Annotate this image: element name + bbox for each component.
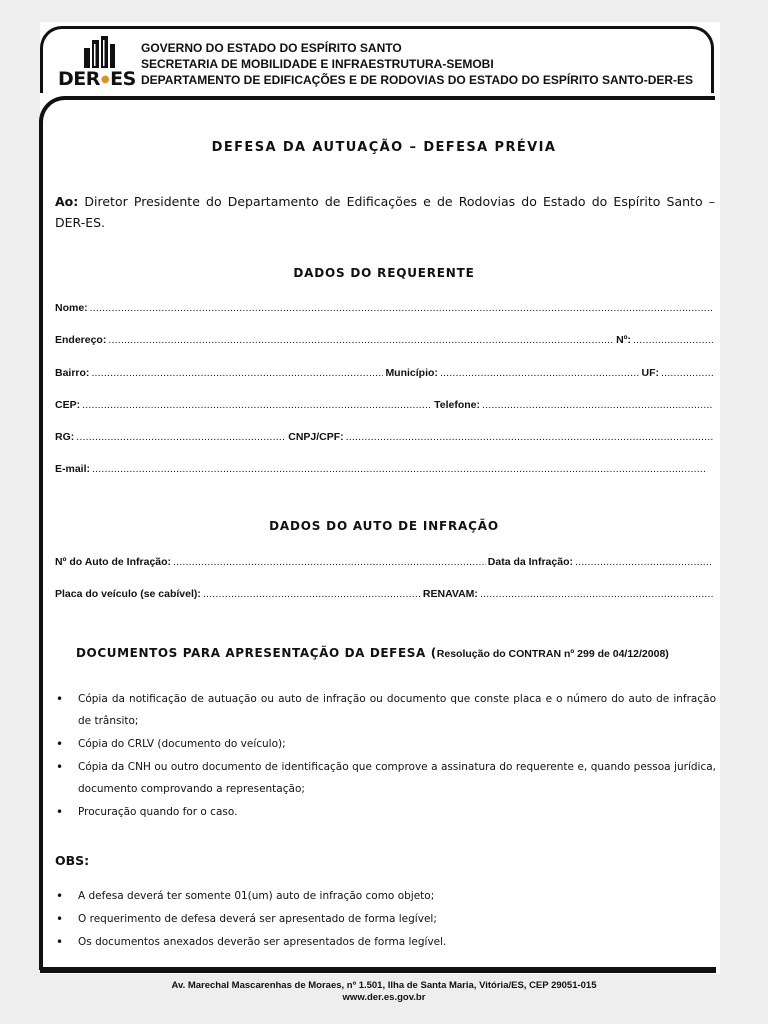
bullet-icon: • [56,912,64,926]
section-title-requerente: DADOS DO REQUERENTE [293,266,475,280]
bullet-icon: • [56,805,64,819]
field-label-municipio: Município: [385,367,438,379]
document-item-text: Cópia do CRLV (documento do veículo); [78,738,286,750]
list-item [56,756,716,800]
field-line-nome[interactable] [90,302,713,314]
field-label-uf: UF: [641,367,659,379]
field-label-nome: Nome: [55,302,88,314]
field-label-renavam: RENAVAM: [422,588,478,600]
list-item [56,688,716,732]
bullet-icon: • [56,692,64,706]
header-line-department: DEPARTAMENTO DE EDIFICAÇÕES E DE RODOVIAS DO ESTADO DO ESPÍRITO SANTO-DER-ES [141,73,694,87]
footer-address: Av. Marechal Mascarenhas de Moraes, nº 1.501, Ilha de Santa Maria, Vitória/ES, CEP 29051-015 [171,980,597,991]
building-icon [82,36,116,68]
bullet-icon: • [56,760,64,774]
field-row-endereco[interactable] [55,334,715,346]
header-line-secretariat: SECRETARIA DE MOBILIDADE E INFRAESTRUTURA-SEMOBI [141,57,494,71]
logo-wordmark: DER●ES [58,68,136,90]
header-line-government: GOVERNO DO ESTADO DO ESPÍRITO SANTO [141,41,402,55]
field-line-cnpj[interactable] [346,431,713,443]
field-row-placa[interactable] [55,588,715,600]
bullet-icon: • [56,935,64,949]
documentos-paren: ( [430,646,437,660]
section-title-auto: DADOS DO AUTO DE INFRAÇÃO [269,519,499,533]
list-item [56,885,716,907]
field-label-numero: Nº: [616,334,631,346]
section-title-documentos [76,646,669,660]
field-label-rg: RG: [55,431,75,443]
addressee-paragraph [55,191,715,233]
addressee-label: Ao: [55,194,79,209]
field-line-uf[interactable] [661,367,713,379]
bottom-rule [40,967,716,973]
field-line-renavam[interactable] [480,588,713,600]
field-label-bairro: Bairro: [55,367,90,379]
field-line-auto-numero[interactable] [173,556,486,568]
bullet-icon: • [56,737,64,751]
obs-item-text: A defesa deverá ter somente 01(um) auto de infração como objeto; [78,890,435,902]
field-line-endereco[interactable] [108,334,614,346]
field-label-cep: CEP: [55,399,81,411]
field-line-bairro[interactable] [91,367,383,379]
field-line-numero[interactable] [633,334,713,346]
documentos-reference: Resolução do CONTRAN nº 299 de 04/12/2008) [436,648,669,660]
field-line-telefone[interactable] [482,399,713,411]
list-item [56,908,716,930]
obs-item-text: Os documentos anexados deverão ser apresentados de forma legível. [78,936,447,948]
page-title: DEFESA DA AUTUAÇÃO – DEFESA PRÉVIA [211,140,557,155]
bullet-icon: • [56,889,64,903]
obs-title: OBS: [55,853,90,868]
document-item-text: Cópia da CNH ou outro documento de identificação que comprove a assinatura do requerente e, quando pessoa jurídica, documento comprovando a representação; [78,761,716,795]
header-text [141,40,693,88]
field-line-rg[interactable] [76,431,286,443]
footer-website[interactable]: www.der.es.gov.br [342,992,426,1003]
field-label-cnpj: CNPJ/CPF: [288,431,344,443]
field-label-endereco: Endereço: [55,334,107,346]
field-label-auto-numero: Nº do Auto de Infração: [55,556,172,568]
document-item-text: Procuração quando for o caso. [78,806,238,818]
der-es-logo [58,36,138,92]
field-row-auto-numero[interactable] [55,556,715,568]
list-item [56,931,716,953]
addressee-text: Diretor Presidente do Departamento de Edificações e de Rodovias do Estado do Espírito Santo – DER-ES. [55,194,715,230]
field-row-rg[interactable] [55,431,715,443]
field-row-bairro[interactable] [55,367,715,379]
list-item [56,801,716,823]
field-line-municipio[interactable] [440,367,640,379]
document-item-text: Cópia da notificação de autuação ou auto de infração ou documento que conste placa e o número do auto de infração de trânsito; [78,693,716,727]
field-label-telefone: Telefone: [434,399,480,411]
field-row-cep[interactable] [55,399,715,411]
obs-item-text: O requerimento de defesa deverá ser apresentado de forma legível; [78,913,437,925]
field-row-email[interactable] [55,463,707,475]
field-line-placa[interactable] [203,588,421,600]
field-label-email: E-mail: [55,463,91,475]
field-row-nome[interactable] [55,302,715,314]
field-line-email[interactable] [92,463,705,475]
documentos-heading: DOCUMENTOS PARA APRESENTAÇÃO DA DEFESA [76,646,426,660]
field-line-data-infracao[interactable] [575,556,713,568]
field-label-placa: Placa do veículo (se cabível): [55,588,201,600]
list-item [56,733,716,755]
field-label-data-infracao: Data da Infração: [487,556,573,568]
field-line-cep[interactable] [82,399,432,411]
